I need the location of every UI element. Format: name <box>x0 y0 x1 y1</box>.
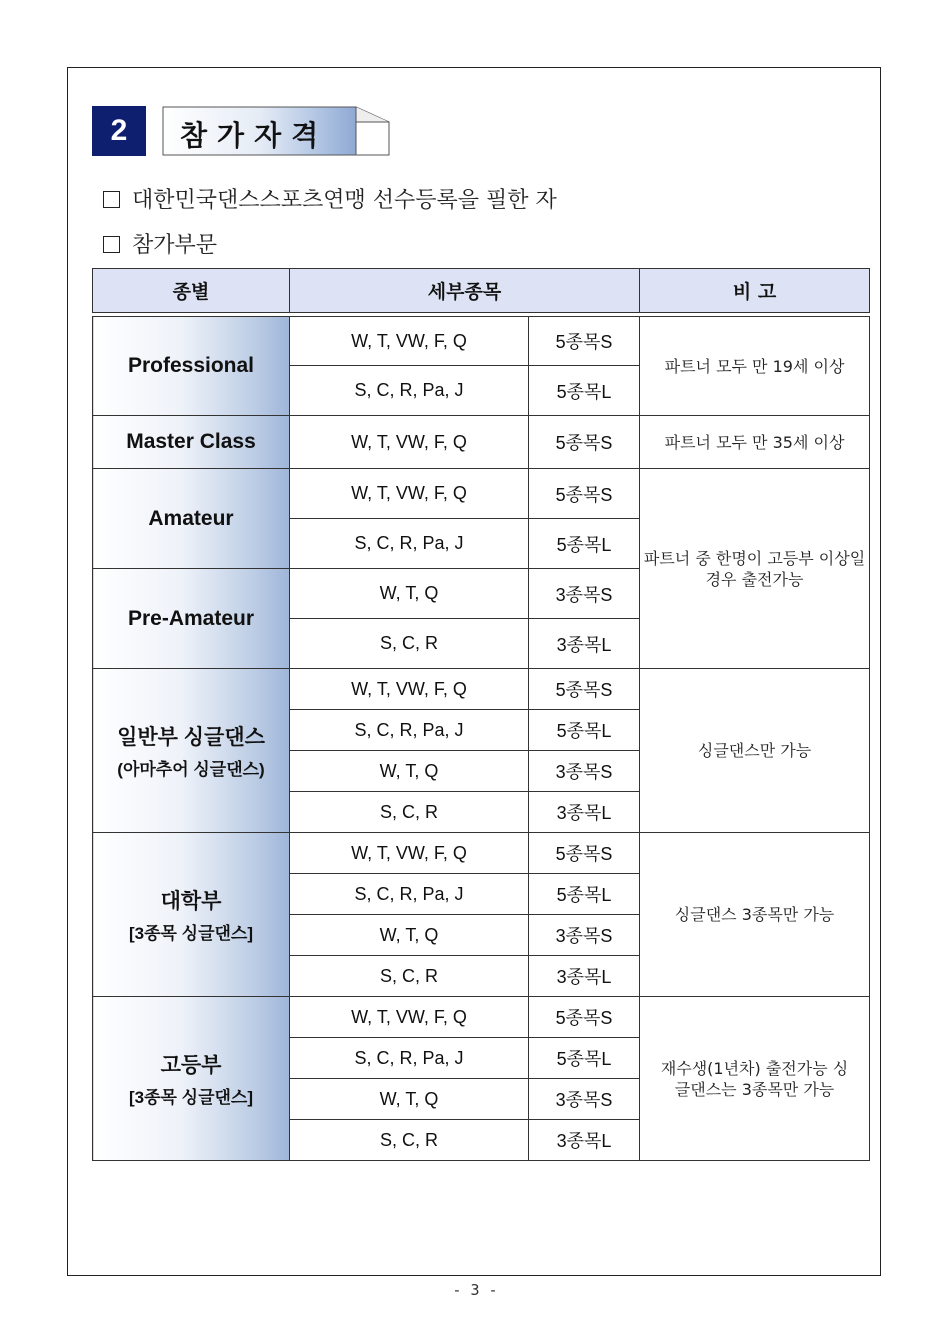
count-cell: 3종목S <box>529 569 640 619</box>
item-text: 대한민국댄스스포츠연맹 선수등록을 필한 자 <box>132 188 557 213</box>
category-cell <box>93 569 290 669</box>
note-cell: 파트너 모두 만 35세 이상 <box>640 416 870 469</box>
category-label: Professional <box>127 354 255 377</box>
count-cell: 5종목L <box>529 874 640 915</box>
count-cell: 5종목S <box>529 469 640 519</box>
events-cell: W, T, Q <box>290 915 529 956</box>
events-cell: S, C, R <box>290 619 529 669</box>
checkbox-icon <box>103 191 120 208</box>
category-label: Amateur <box>148 506 234 530</box>
section-title: 참가자격 <box>180 119 329 152</box>
count-cell: 5종목L <box>529 1038 640 1079</box>
count-cell: 5종목L <box>529 519 640 569</box>
note-cell: 싱글댄스만 가능 <box>640 669 870 833</box>
count-cell: 3종목S <box>529 1079 640 1120</box>
count-cell: 5종목S <box>529 317 640 366</box>
category-cell <box>93 469 290 569</box>
count-cell: 3종목L <box>529 792 640 833</box>
count-cell: 5종목S <box>529 833 640 874</box>
count-cell: 5종목S <box>529 997 640 1038</box>
events-cell: S, C, R, Pa, J <box>290 710 529 751</box>
events-cell: S, C, R, Pa, J <box>290 874 529 915</box>
category-label: 고등부 <box>160 1054 222 1077</box>
count-cell: 3종목L <box>529 1120 640 1161</box>
events-cell: S, C, R, Pa, J <box>290 519 529 569</box>
participation-table <box>92 268 870 1161</box>
category-cell <box>93 997 290 1161</box>
category-label: Master Class <box>126 430 256 453</box>
events-cell: W, T, Q <box>290 751 529 792</box>
count-cell: 3종목L <box>529 619 640 669</box>
category-sublabel: [3종목 싱글댄스] <box>128 1088 254 1107</box>
events-cell: W, T, Q <box>290 569 529 619</box>
note-cell: 파트너 중 한명이 고등부 이상일 경우 출전가능 <box>640 469 870 669</box>
page-number: - 3 - <box>452 1281 498 1299</box>
category-cell <box>93 833 290 997</box>
events-cell: S, C, R, Pa, J <box>290 366 529 416</box>
events-cell: S, C, R, Pa, J <box>290 1038 529 1079</box>
checklist-item <box>103 228 217 259</box>
events-cell: S, C, R <box>290 1120 529 1161</box>
events-cell: W, T, VW, F, Q <box>290 317 529 366</box>
section-title-banner <box>162 106 390 156</box>
category-cell <box>93 669 290 833</box>
item-text: 참가부문 <box>132 233 218 258</box>
count-cell: 5종목S <box>529 669 640 710</box>
count-cell: 5종목L <box>529 710 640 751</box>
events-cell: W, T, VW, F, Q <box>290 416 529 469</box>
note-cell: 재수생(1년차) 출전가능 싱글댄스는 3종목만 가능 <box>640 997 870 1161</box>
events-cell: W, T, VW, F, Q <box>290 997 529 1038</box>
note-cell: 싱글댄스 3종목만 가능 <box>640 833 870 997</box>
count-cell: 3종목L <box>529 956 640 997</box>
checklist-item <box>103 183 557 214</box>
section-number: 2 <box>92 106 146 156</box>
category-label: 일반부 싱글댄스 <box>117 726 265 749</box>
count-cell: 5종목S <box>529 416 640 469</box>
events-cell: W, T, VW, F, Q <box>290 833 529 874</box>
category-cell <box>93 416 290 469</box>
note-cell: 파트너 모두 만 19세 이상 <box>640 317 870 416</box>
header-note: 비 고 <box>640 269 870 313</box>
events-cell: S, C, R <box>290 792 529 833</box>
category-sublabel: [3종목 싱글댄스] <box>128 924 254 943</box>
checkbox-icon <box>103 236 120 253</box>
count-cell: 5종목L <box>529 366 640 416</box>
header-category: 종별 <box>93 269 290 313</box>
events-cell: W, T, Q <box>290 1079 529 1120</box>
category-label: 대학부 <box>160 890 222 913</box>
count-cell: 3종목S <box>529 751 640 792</box>
count-cell: 3종목S <box>529 915 640 956</box>
events-cell: W, T, VW, F, Q <box>290 469 529 519</box>
header-events: 세부종목 <box>290 269 640 313</box>
category-sublabel: (아마추어 싱글댄스) <box>117 760 265 779</box>
events-cell: W, T, VW, F, Q <box>290 669 529 710</box>
events-cell: S, C, R <box>290 956 529 997</box>
category-cell <box>93 317 290 416</box>
category-label: Pre-Amateur <box>127 606 255 630</box>
